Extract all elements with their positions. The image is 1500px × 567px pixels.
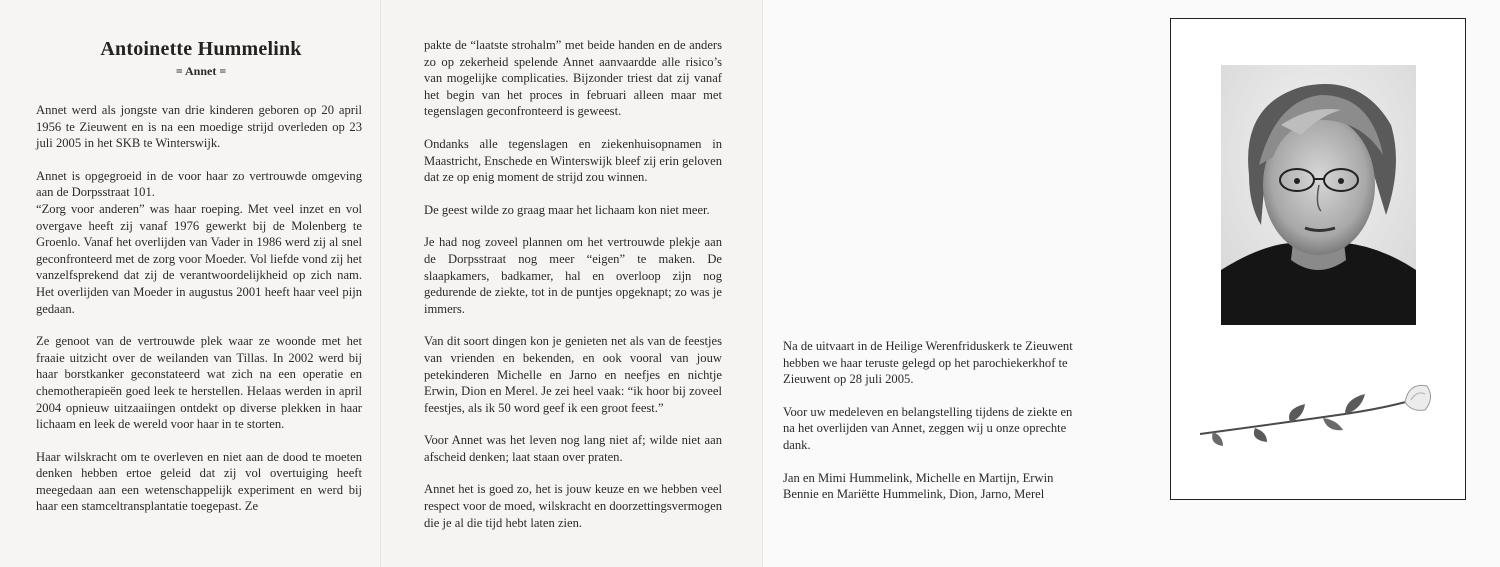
paragraph: De geest wilde zo graag maar het lichaam kon niet meer. xyxy=(424,202,710,217)
title-block xyxy=(36,36,366,79)
paragraph: Voor Annet was het leven nog lang niet af; wilde niet aan afscheid denken; laat staan over praten. xyxy=(424,433,722,464)
paragraph: Voor uw medeleven en belangstelling tijdens de ziekte en na het overlijden van Annet, zeggen wij u onze oprechte dank. xyxy=(783,404,1073,452)
paragraph: “Zorg voor anderen” was haar roeping. Met veel inzet en vol overgave heeft zij vanaf 1976 gewerkt bij de Molenberg te Groenlo. Vanaf het overlijden van Vader in 1986 werd zij al snel geconfronteerd met de zorg voor Moeder. Vol liefde vond zij het vanzelfsprekend dat zij de verantwoordelijkheid op zich nam. Het overlijden van Moeder in augustus 2001 heeft haar veel pijn gedaan. xyxy=(36,201,362,316)
portrait-photo xyxy=(1221,65,1416,325)
family-names: Jan en Mimi Hummelink, Michelle en Martijn, Erwin Bennie en Mariëtte Hummelink, Dion, Jarno, Merel xyxy=(783,470,1054,502)
text-column-left xyxy=(36,102,362,531)
fold-line-1 xyxy=(380,0,381,567)
paragraph: Annet het is goed zo, het is jouw keuze en we hebben veel respect voor de moed, wilskracht en doorzettingsvermogen die je al die tijd hebt laten zien. xyxy=(424,482,722,530)
page-title: Antoinette Hummelink xyxy=(100,38,302,60)
paragraph: Ze genoot van de vertrouwde plek waar ze woonde met het fraaie uitzicht over de weilanden van Tillas. In 2002 werd bij haar borstkanker geconstateerd wat zich na een operatie en chemotherapieën goed leek te herstellen. Helaas werden in april 2004 opnieuw uitzaaiingen ontdekt op diverse plekken in haar lichaam en leek de wereld voor haar in te storten. xyxy=(36,334,362,432)
photo-frame xyxy=(1170,18,1466,500)
paragraph: Van dit soort dingen kon je genieten net als van de feestjes van vrienden en bekenden, en ook vooral van jouw petekinderen Michelle en Jarno en neefjes en nichtje Erwin, Dion en Merel. Je zei heel vaak: “ik hoor bij zoveel feestjes, als ik 50 word geef ik een groot feest.” xyxy=(424,334,722,415)
paragraph: Na de uitvaart in de Heilige Werenfriduskerk te Zieuwent hebben we haar teruste gelegd op het parochiekerkhof te Zieuwent op 28 juli 2005. xyxy=(783,339,1073,387)
text-column-middle xyxy=(424,37,722,547)
paragraph: Annet werd als jongste van drie kinderen geboren op 20 april 1956 te Zieuwent en is na een moedige strijd overleden op 23 juli 2005 in het SKB te Winterswijk. xyxy=(36,103,362,151)
text-column-right xyxy=(783,338,1083,519)
paragraph: Annet is opgegroeid in de voor haar zo vertrouwde omgeving aan de Dorpsstraat 101. xyxy=(36,168,362,200)
rose-illustration xyxy=(1195,374,1435,454)
nickname: = Annet = xyxy=(175,64,227,78)
paragraph: Ondanks alle tegenslagen en ziekenhuisopnamen in Maastricht, Enschede en Winterswijk bleef zij erin geloven dat ze op enig moment de strijd zou winnen. xyxy=(424,136,722,185)
fold-line-2 xyxy=(762,0,763,567)
paragraph: Haar wilskracht om te overleven en niet aan de dood te moeten denken hebben ertoe geleid dat zij vol overtuiging heeft meegedaan aan een wetenschappelijk experiment en werd bij haar een stamceltransplantatie toegepast. Ze xyxy=(36,449,362,514)
paragraph: pakte de “laatste strohalm” met beide handen en de anders zo op zekerheid spelende Annet aanvaardde alle risico’s van mogelijke complicaties. Bijzonder triest dat zij vanaf het begin van het proces in februari alleen maar met tegenslagen geconfronteerd is geweest. xyxy=(424,38,722,119)
paragraph: Je had nog zoveel plannen om het vertrouwde plekje aan de Dorpsstraat nog meer “eigen” te maken. De slaapkamers, badkamer, hal en overloop zijn nog gedurende de ziekte, tot in de puntjes opgeknapt; zo was je immers. xyxy=(424,235,722,316)
